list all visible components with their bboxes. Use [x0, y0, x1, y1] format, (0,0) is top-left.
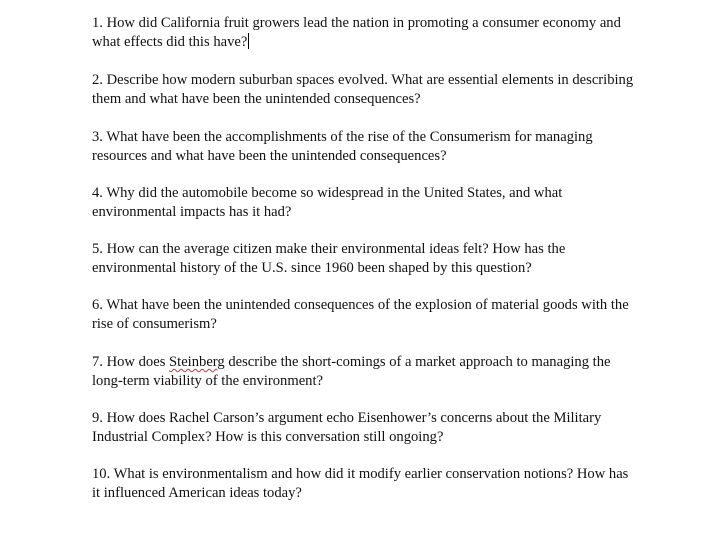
question-1	[92, 14, 637, 52]
spellcheck-flagged-word[interactable]: Steinberg	[169, 354, 225, 370]
question-7-suffix: describe the short-comings of a market approach to managing the long-term viability of the environment?	[92, 354, 611, 389]
question-10: 10. What is environmentalism and how did it modify earlier conservation notions? How has it influenced American ideas today?	[92, 466, 629, 501]
question-9: 9. How does Rachel Carson’s argument echo Eisenhower’s concerns about the Military Industrial Complex? How is this conversation still ongoing?	[92, 410, 602, 445]
question-3: 3. What have been the accomplishments of the rise of the Consumerism for managing resources and what have been the unintended consequences?	[92, 129, 593, 164]
question-2: 2. Describe how modern suburban spaces evolved. What are essential elements in describing them and what have been the unintended consequences?	[92, 72, 634, 107]
text-cursor	[248, 33, 249, 49]
question-1-text: 1. How did California fruit growers lead the nation in promoting a consumer economy and what effects did this have?	[92, 15, 621, 50]
question-6: 6. What have been the unintended consequences of the explosion of material goods with the rise of consumerism?	[92, 297, 629, 332]
question-5: 5. How can the average citizen make their environmental ideas felt? How has the environmental history of the U.S. since 1960 been shaped by this question?	[92, 241, 566, 276]
question-4: 4. Why did the automobile become so widespread in the United States, and what environmental impacts has it had?	[92, 185, 563, 220]
question-7	[92, 353, 637, 391]
question-7-prefix: 7. How does	[92, 354, 170, 370]
